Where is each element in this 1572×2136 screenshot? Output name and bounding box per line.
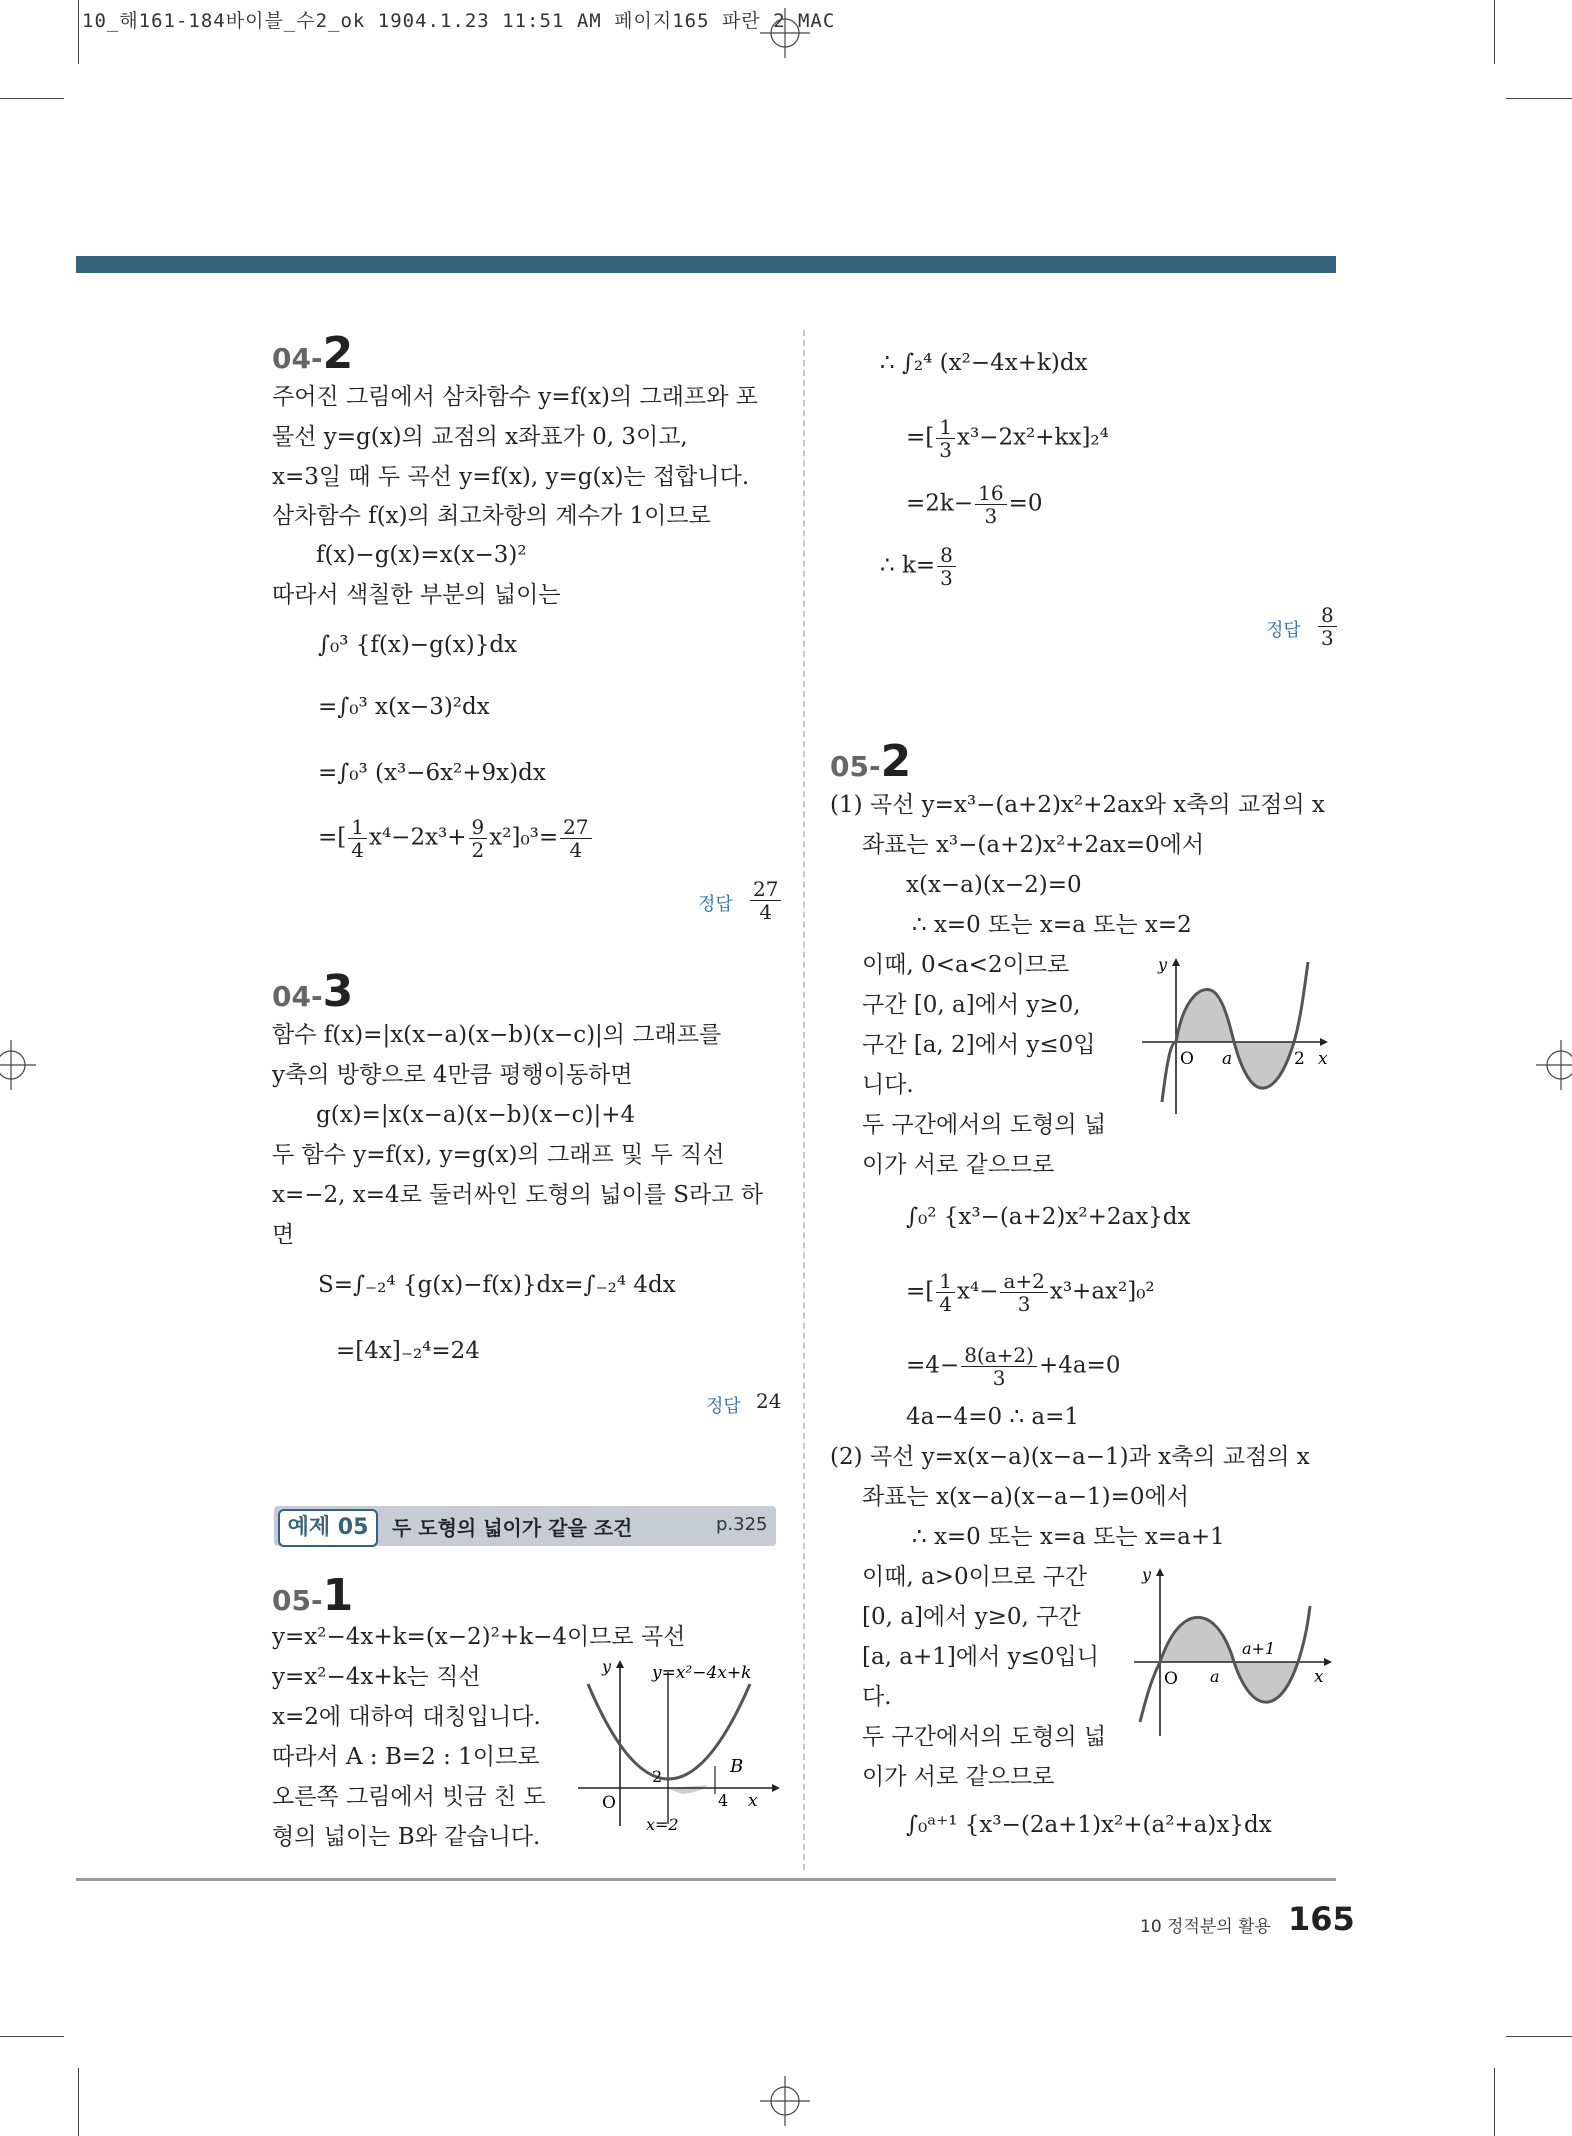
equation: ∴ ∫₂⁴ (x²−4x+k)dx (880, 350, 1088, 376)
crop-mark (1506, 98, 1572, 99)
text-line: 니다. (862, 1072, 914, 1098)
text-line: (2) 곡선 y=x(x−a)(x−a−1)과 x축의 교점의 x (830, 1444, 1310, 1470)
hatched-region (668, 1785, 708, 1794)
crop-mark (1506, 2036, 1572, 2037)
equation: g(x)=|x(x−a)(x−b)(x−c)|+4 (316, 1102, 636, 1128)
registration-mark (760, 8, 810, 58)
text-line: 따라서 색칠한 부분의 넓이는 (272, 582, 561, 608)
text-line: 이때, a>0이므로 구간 (862, 1564, 1088, 1590)
equation: =4− $\frac{8(a+2)}{3}$ +4a=0 (906, 1343, 1121, 1390)
text-line: 형의 넓이는 B와 같습니다. (272, 1824, 541, 1850)
a-label: a (1210, 1667, 1220, 1686)
arrow-icon (1172, 958, 1180, 966)
header-bar (76, 256, 1336, 273)
example-page-ref: p.325 (716, 1514, 768, 1535)
origin-label: O (602, 1793, 616, 1813)
two-label: 2 (1294, 1049, 1305, 1069)
arrow-icon (1324, 1658, 1332, 1666)
answer-value: 24 (756, 1389, 782, 1413)
problem-number: 04-2 (272, 328, 354, 379)
x-label: x (1314, 1667, 1324, 1687)
equation: =[ $\frac{1}{3}$ x³−2x²+kx]₂⁴ (906, 415, 1109, 462)
text-line: 주어진 그림에서 삼차함수 y=f(x)의 그래프와 포 (272, 384, 758, 410)
answer-label: 정답 (706, 1396, 741, 1417)
b-label: B (730, 1756, 744, 1777)
text-line: 두 구간에서의 도형의 넓 (862, 1112, 1107, 1138)
equation: =2k− $\frac{16}{3}$ =0 (906, 481, 1043, 528)
equation: ∴ k= $\frac{8}{3}$ (880, 544, 958, 589)
equation: ∴ x=0 또는 x=a 또는 x=2 (912, 912, 1192, 938)
text-line: x=3일 때 두 곡선 y=f(x), y=g(x)는 접합니다. (272, 464, 750, 490)
text-line: 이가 서로 같으므로 (862, 1152, 1055, 1178)
footer-section-title: 10 정적분의 활용 (1140, 1917, 1271, 1937)
crop-mark (0, 2036, 64, 2037)
crop-mark (1494, 2068, 1495, 2136)
text-line: 따라서 A : B=2 : 1이므로 (272, 1744, 540, 1770)
equation: ∫₀ᵃ⁺¹ {x³−(2a+1)x²+(a²+a)x}dx (906, 1812, 1272, 1838)
y-label: y (1158, 955, 1168, 974)
problem-number: 05-1 (272, 1570, 354, 1621)
column-divider (803, 330, 805, 1870)
equation: ∫₀² {x³−(a+2)x²+2ax}dx (906, 1204, 1191, 1230)
page-number: 165 (1288, 1900, 1355, 1938)
answer-label: 정답 (1266, 620, 1301, 641)
answer-value: $\frac{27}{4}$ (748, 878, 783, 923)
crop-mark (1494, 0, 1495, 64)
registration-mark (0, 1040, 36, 1090)
four-label: 4 (718, 1791, 729, 1810)
answer-label: 정답 (698, 894, 733, 915)
answer-value: $\frac{8}{3}$ (1316, 604, 1339, 649)
text-line: y=x²−4x+k=(x−2)²+k−4이므로 곡선 (272, 1624, 686, 1650)
y-label: y (1142, 1565, 1152, 1584)
cubic-graph-1 (1138, 952, 1336, 1122)
problem-number: 04-3 (272, 966, 354, 1017)
text-line: 이때, 0<a<2이므로 (862, 952, 1070, 978)
text-line: 좌표는 x(x−a)(x−a−1)=0에서 (862, 1484, 1189, 1510)
text-line: x=2에 대하여 대칭입니다. (272, 1704, 541, 1730)
text-line: 구간 [a, 2]에서 y≤0입 (862, 1032, 1096, 1058)
example-title: 두 도형의 넓이가 같을 조건 (392, 1516, 633, 1540)
crop-mark (78, 2068, 79, 2136)
text-line: 다. (862, 1684, 892, 1710)
cubic-graph-2 (1130, 1562, 1336, 1742)
problem-number: 05-2 (830, 736, 912, 787)
equation: =[ $\frac{1}{4}$ x⁴− $\frac{a+2}{3}$ x³+ax²]₀² (906, 1269, 1155, 1316)
x-label: x (748, 1791, 758, 1811)
equation: f(x)−g(x)=x(x−3)² (316, 542, 527, 568)
equation: =[4x]₋₂⁴=24 (336, 1338, 480, 1364)
equation: ∴ x=0 또는 x=a 또는 x=a+1 (912, 1524, 1225, 1550)
text-line: y축의 방향으로 4만큼 평행이동하면 (272, 1062, 633, 1088)
text-line: 물선 y=g(x)의 교점의 x좌표가 0, 3이고, (272, 424, 688, 450)
text-line: (1) 곡선 y=x³−(a+2)x²+2ax와 x축의 교점의 x (830, 792, 1325, 818)
text-line: 구간 [0, a]에서 y≥0, (862, 992, 1081, 1018)
origin-label: O (1164, 1669, 1178, 1689)
equation: S=∫₋₂⁴ {g(x)−f(x)}dx=∫₋₂⁴ 4dx (318, 1272, 676, 1298)
example-tag: 예제 05 (278, 1509, 378, 1547)
equation: =∫₀³ x(x−3)²dx (318, 694, 490, 720)
equation: 4a−4=0 ∴ a=1 (906, 1404, 1080, 1430)
registration-mark (760, 2076, 810, 2126)
equation: =∫₀³ (x³−6x²+9x)dx (318, 760, 546, 786)
y-label: y (602, 1657, 612, 1676)
two-label: 2 (652, 1767, 663, 1786)
equation: =[ $\frac{1}{4}$ x⁴−2x³+ $\frac{9}{2}$ x²]₀³= $\frac{27}{4}$ (318, 816, 594, 861)
text-line: 함수 f(x)=|x(x−a)(x−b)(x−c)|의 그래프를 (272, 1022, 722, 1048)
parabola-graph (574, 1654, 784, 1838)
origin-label: O (1180, 1049, 1194, 1069)
a-label: a (1222, 1049, 1233, 1069)
equation: x(x−a)(x−2)=0 (906, 872, 1082, 898)
line-label: x=2 (646, 1815, 679, 1834)
text-line: 두 함수 y=f(x), y=g(x)의 그래프 및 두 직선 (272, 1142, 725, 1168)
text-line: 이가 서로 같으므로 (862, 1764, 1055, 1790)
arrow-icon (1320, 1038, 1328, 1046)
text-line: [0, a]에서 y≥0, 구간 (862, 1604, 1081, 1630)
parabola-curve (588, 1684, 750, 1779)
arrow-icon (1156, 1568, 1164, 1576)
text-line: y=x²−4x+k는 직선 (272, 1664, 481, 1690)
text-line: 오른쪽 그림에서 빗금 친 도 (272, 1784, 546, 1810)
text-line: 면 (272, 1222, 295, 1248)
footer-rule (76, 1878, 1336, 1881)
registration-mark (1536, 1040, 1572, 1090)
text-line: [a, a+1]에서 y≤0입니 (862, 1644, 1099, 1670)
text-line: x=−2, x=4로 둘러싸인 도형의 넓이를 S라고 하 (272, 1182, 764, 1208)
x-label: x (1318, 1049, 1328, 1069)
print-slug: 10_해161-184바이블_수2_ok 1904.1.23 11:51 AM 페이지165 파란 2 MAC (82, 10, 836, 32)
equation: ∫₀³ {f(x)−g(x)}dx (318, 632, 518, 658)
crop-mark (0, 98, 64, 99)
a-plus-1-label: a+1 (1242, 1639, 1276, 1658)
text-line: 두 구간에서의 도형의 넓 (862, 1724, 1107, 1750)
arrow-icon (772, 1784, 780, 1792)
text-line: 좌표는 x³−(a+2)x²+2ax=0에서 (862, 832, 1205, 858)
curve-label: y=x²−4x+k (652, 1663, 752, 1683)
text-line: 삼차함수 f(x)의 최고차항의 계수가 1이므로 (272, 503, 711, 529)
crop-mark (78, 0, 79, 64)
arrow-icon (616, 1660, 624, 1668)
